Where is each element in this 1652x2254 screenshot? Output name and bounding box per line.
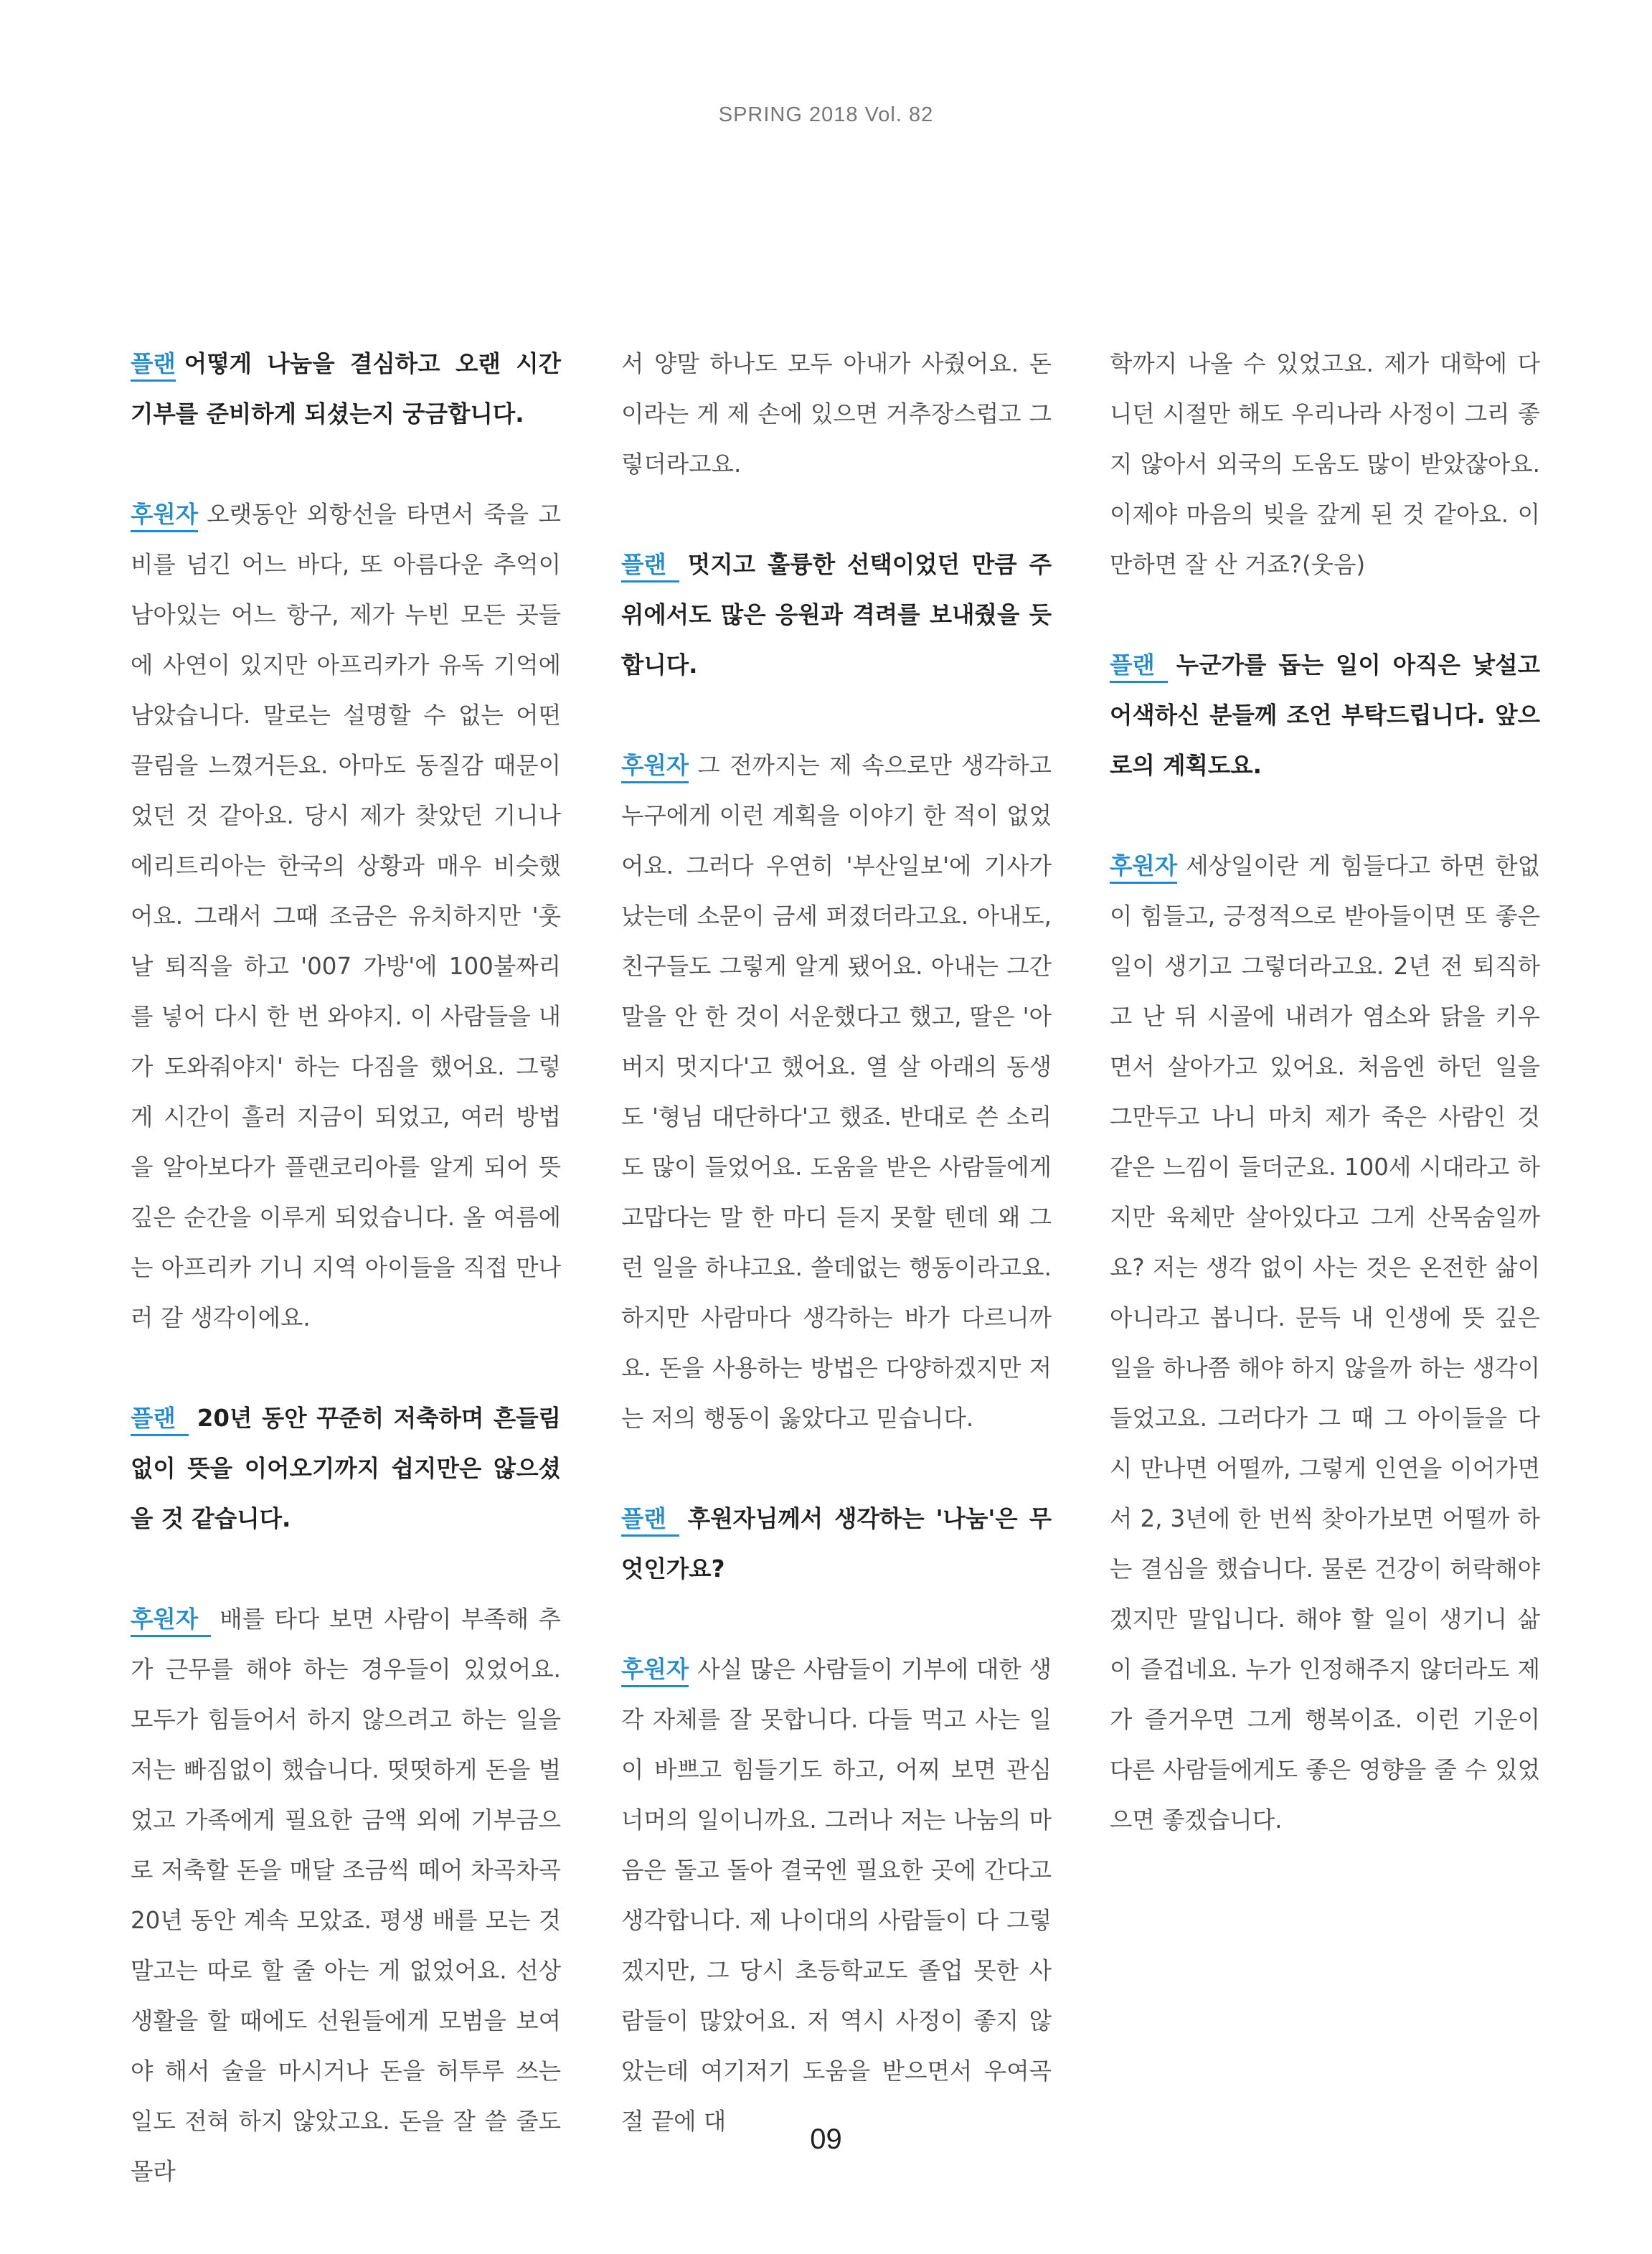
- interview-question: [621, 1494, 1052, 1594]
- speaker-label-donor: 후원자: [621, 1654, 689, 1687]
- interview-question: [1110, 640, 1540, 791]
- question-text: 멋지고 훌륭한 선택이었던 만큼 주위에서도 많은 응원과 격려를 보내줬을 듯 합니다.: [621, 551, 1052, 679]
- answer-continuation: 학까지 나올 수 있었고요. 제가 대학에 다니던 시절만 해도 우리나라 사정이 그리 좋지 않아서 외국의 도움도 많이 받았잖아요. 이제야 마음의 빚을 갚게 된 것 같아요. 이만하면 잘 산 거죠?(웃음): [1110, 350, 1540, 578]
- question-text: 20년 동안 꾸준히 저축하며 흔들림 없이 뜻을 이어오기까지 쉽지만은 않으셨을 것 같습니다.: [131, 1405, 561, 1532]
- question-text: 어떻게 나눔을 결심하고 오랜 시간 기부를 준비하게 되셨는지 궁금합니다.: [131, 350, 561, 428]
- answer-text: 그 전까지는 제 속으로만 생각하고 누구에게 이런 계획을 이야기 한 적이 없었어요. 그러다 우연히 '부산일보'에 기사가 났는데 소문이 금세 퍼졌더라고요. 아내도, 친구들도 그렇게 알게 됐어요. 아내는 그간 말을 안 한 것이 서운했다고 했고, 딸은 '아버지 멋지다'고 했어요. 열 살 아래의 동생도 '형님 대단하다'고 했죠. 반대로 쓴 소리도 많이 들었어요. 도움을 받은 사람들에게 고맙다는 말 한 마디 듣지 못할 텐데 왜 그런 일을 하냐고요. 쓸데없는 행동이라고요. 하지만 사람마다 생각하는 바가 다르니까요. 돈을 사용하는 방법은 다양하겠지만 저는 저의 행동이 옳았다고 믿습니다.: [621, 752, 1052, 1432]
- speaker-label-plan: 플랜: [131, 1402, 189, 1436]
- text-column-2: [621, 339, 1052, 2146]
- answer-text: 배를 타다 보면 사람이 부족해 추가 근무를 해야 하는 경우들이 있었어요. 모두가 힘들어서 하지 않으려고 하는 일을 저는 빠짐없이 했습니다. 떳떳하게 돈을 벌었고 가족에게 필요한 금액 외에 기부금으로 저축할 돈을 매달 조금씩 떼어 차곡차곡 20년 동안 계속 모았죠. 평생 배를 모는 것 말고는 따로 할 줄 아는 게 없었어요. 선상 생활을 할 때에도 선원들에게 모범을 보여야 해서 술을 마시거나 돈을 허투루 쓰는 일도 전혀 하지 않았고요. 돈을 잘 쓸 줄도 몰라: [131, 1605, 561, 2185]
- interview-question: [131, 1393, 561, 1544]
- speaker-label-plan: 플랜: [1110, 649, 1168, 683]
- text-column-1: [131, 339, 561, 2197]
- interview-answer: [131, 1594, 561, 2197]
- interview-answer: [131, 489, 561, 1343]
- speaker-label-donor: 후원자: [621, 750, 689, 783]
- speaker-label-donor: 후원자: [1110, 850, 1177, 884]
- answer-text: 세상일이란 게 힘들다고 하면 한없이 힘들고, 긍정적으로 받아들이면 또 좋은 일이 생기고 그렇더라고요. 2년 전 퇴직하고 난 뒤 시골에 내려가 염소와 닭을 키우면서 살아가고 있어요. 처음엔 하던 일을 그만두고 나니 마치 제가 죽은 사람인 것 같은 느낌이 들더군요. 100세 시대라고 하지만 육체만 살아있다고 그게 산목숨일까요? 저는 생각 없이 사는 것은 온전한 삶이 아니라고 봅니다. 문득 내 인생에 뜻 깊은 일을 하나쯤 해야 하지 않을까 하는 생각이 들었고요. 그러다가 그 때 그 아이들을 다시 만나면 어떨까, 그렇게 인연을 이어가면서 2, 3년에 한 번씩 찾아가보면 어떨까 하는 결심을 했습니다. 물론 건강이 허락해야겠지만 말입니다. 해야 할 일이 생기니 삶이 즐겁네요. 누가 인정해주지 않더라도 제가 즐거우면 그게 행복이죠. 이런 기운이 다른 사람들에게도 좋은 영향을 줄 수 있었으면 좋겠습니다.: [1110, 852, 1540, 1834]
- speaker-label-plan: 플랜: [621, 1503, 679, 1537]
- interview-answer: [621, 1644, 1052, 2146]
- magazine-issue-header: SPRING 2018 Vol. 82: [718, 103, 934, 126]
- answer-text: 사실 많은 사람들이 기부에 대한 생각 자체를 잘 못합니다. 다들 먹고 사는 일이 바쁘고 힘들기도 하고, 어찌 보면 관심 너머의 일이니까요. 그러나 저는 나눔의 마음은 돌고 돌아 결국엔 필요한 곳에 간다고 생각합니다. 제 나이대의 사람들이 다 그렇겠지만, 그 당시 초등학교도 졸업 못한 사람들이 많았어요. 저 역시 사정이 좋지 않았는데 여기저기 도움을 받으면서 우여곡절 끝에 대: [621, 1656, 1052, 2135]
- question-text: 후원자님께서 생각하는 '나눔'은 무엇인가요?: [621, 1505, 1052, 1583]
- answer-continuation: 서 양말 하나도 모두 아내가 사줬어요. 돈이라는 게 제 손에 있으면 거추장스럽고 그렇더라고요.: [621, 350, 1052, 478]
- question-text: 누군가를 돕는 일이 아직은 낯설고 어색하신 분들께 조언 부탁드립니다. 앞으로의 계획도요.: [1110, 651, 1540, 779]
- speaker-label-plan: 플랜: [621, 549, 679, 583]
- speaker-label-plan: 플랜: [131, 348, 176, 382]
- page-number: 09: [810, 2123, 842, 2155]
- interview-question: [131, 339, 561, 439]
- interview-question: [621, 539, 1052, 690]
- answer-text: 오랫동안 외항선을 타면서 죽을 고비를 넘긴 어느 바다, 또 아름다운 추억이 남아있는 어느 항구, 제가 누빈 모든 곳들에 사연이 있지만 아프리카가 유독 기억에 남았습니다. 말로는 설명할 수 없는 어떤 끌림을 느꼈거든요. 아마도 동질감 때문이었던 것 같아요. 당시 제가 찾았던 기니나 에리트리아는 한국의 상황과 매우 비슷했어요. 그래서 그때 조금은 유치하지만 '훗날 퇴직을 하고 '007 가방'에 100불짜리를 넣어 다시 한 번 와야지. 이 사람들을 내가 도와줘야지' 하는 다짐을 했어요. 그렇게 시간이 흘러 지금이 되었고, 여러 방법을 알아보다가 플랜코리아를 알게 되어 뜻 깊은 순간을 이루게 되었습니다. 올 여름에는 아프리카 기니 지역 아이들을 직접 만나러 갈 생각이에요.: [131, 501, 561, 1331]
- interview-answer: [621, 740, 1052, 1443]
- text-column-3: [1110, 339, 1540, 1845]
- speaker-label-donor: 후원자: [131, 1603, 211, 1637]
- interview-answer: [1110, 841, 1540, 1845]
- speaker-label-donor: 후원자: [131, 499, 198, 532]
